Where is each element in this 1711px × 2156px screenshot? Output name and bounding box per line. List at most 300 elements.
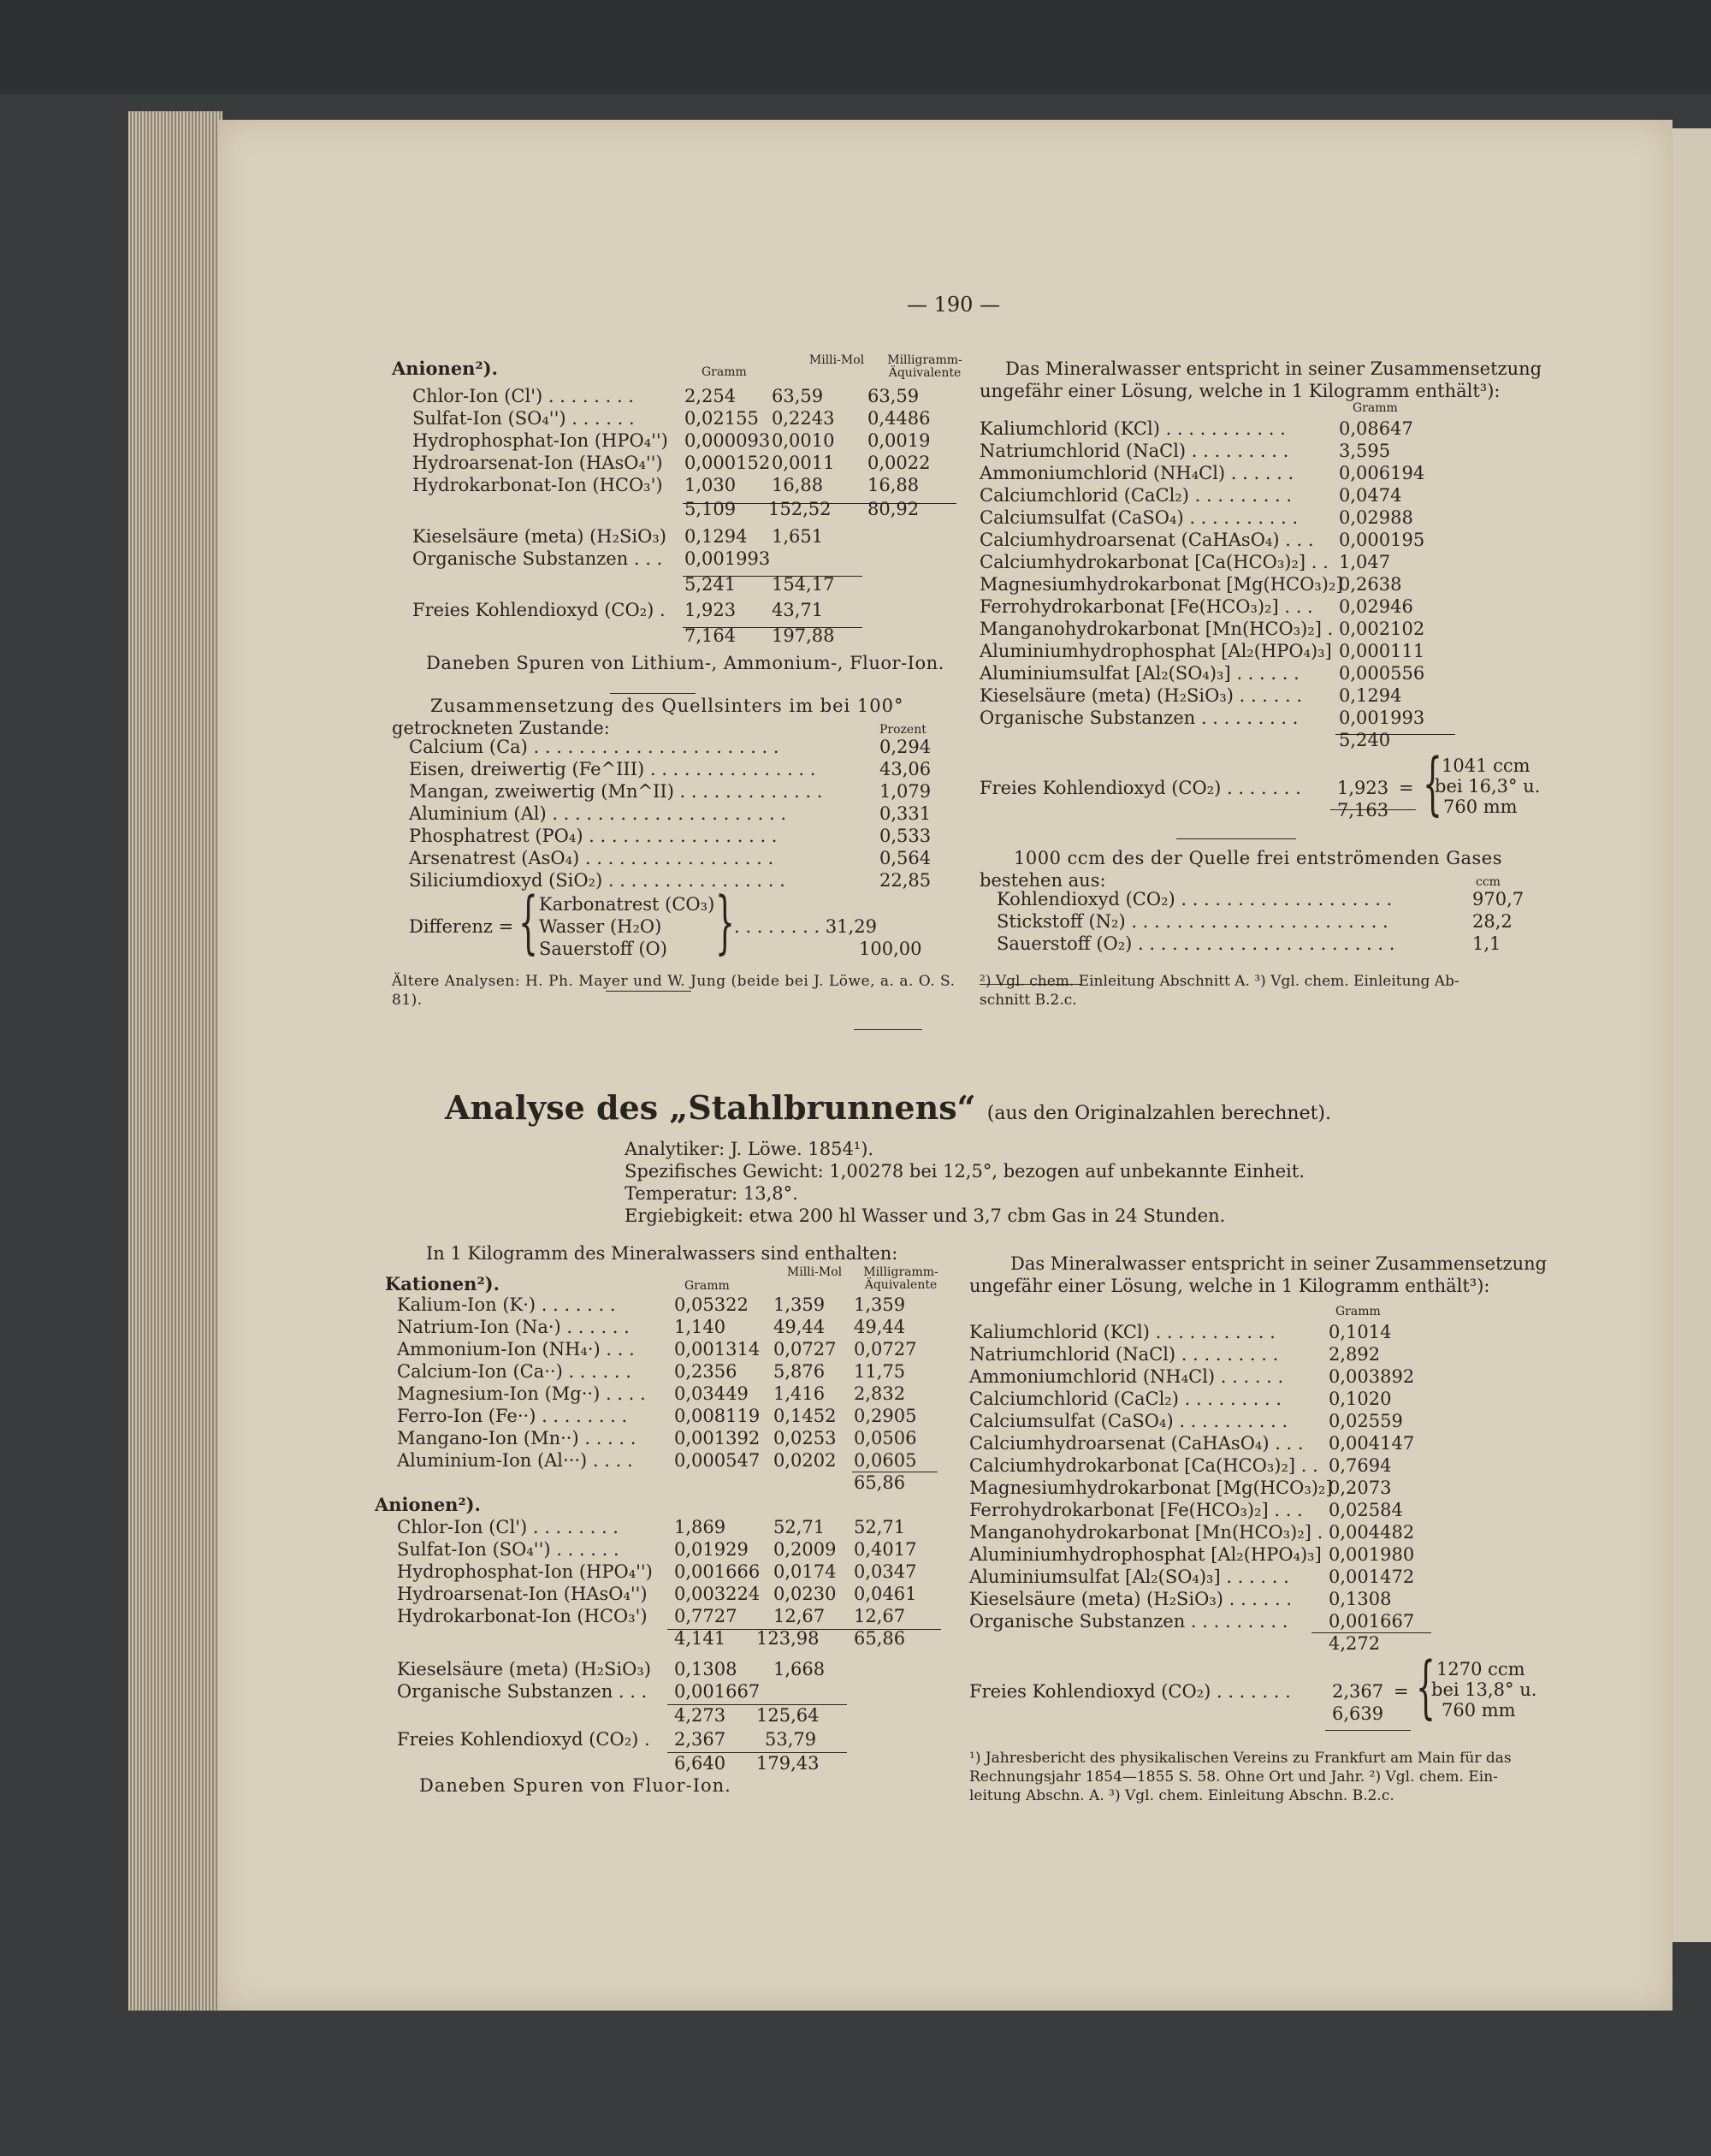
sum-value: 152,52	[768, 499, 832, 519]
sum-value: 197,88	[772, 625, 835, 646]
row-label: Kieselsäure (meta) (H₂SiO₃) . . . . . .	[969, 1589, 1293, 1609]
table-row	[385, 1561, 950, 1583]
row-value: 0,02988	[1339, 507, 1413, 528]
sum-value: 5,241	[684, 574, 737, 595]
row-label: Ferro-Ion (Fe··) . . . . . . . .	[397, 1406, 628, 1426]
row-value: 1,651	[772, 526, 824, 547]
header-mval: Milligramm-Äquivalente	[887, 353, 962, 380]
table-row	[385, 1338, 950, 1360]
table-row	[392, 780, 956, 803]
table-row	[980, 551, 1544, 573]
footnote: leitung Abschn. A. ³) Vgl. chem. Einleitung Abschn. B.2.c.	[969, 1787, 1394, 1804]
co2-value: 1,923	[1337, 778, 1389, 798]
row-label: Magnesiumhydrokarbonat [Mg(HCO₃)₂]	[969, 1478, 1333, 1498]
diff-value: . . . . . . . . 31,29	[734, 916, 877, 937]
row-value: 0,001667	[674, 1681, 761, 1702]
row-value: 0,003892	[1329, 1366, 1415, 1387]
sum-value: 4,141	[674, 1628, 726, 1649]
sinter-intro: Zusammensetzung des Quellsinters im bei 100°	[430, 696, 904, 716]
row-value: 0,4486	[867, 408, 931, 429]
diff-item: Karbonatrest (CO₃)	[539, 894, 715, 915]
header-millimol: Milli-Mol	[786, 1265, 843, 1279]
intro: ungefähr einer Lösung, welche in 1 Kilogramm enthält³):	[980, 381, 1501, 401]
row-label: Freies Kohlendioxyd (CO₂) .	[412, 600, 666, 620]
row-label: Freies Kohlendioxyd (CO₂) .	[397, 1729, 650, 1750]
table-row	[392, 825, 956, 847]
row-value: 0,000547	[674, 1450, 761, 1471]
table-row	[385, 1583, 950, 1605]
table-row	[969, 1321, 1542, 1343]
row-value: 12,67	[854, 1606, 906, 1626]
row-label: Calciumhydrokarbonat [Ca(HCO₃)₂] . .	[969, 1455, 1318, 1476]
row-value: 49,44	[773, 1317, 826, 1337]
diff-item: Sauerstoff (O)	[539, 939, 667, 959]
row-value: 0,001314	[674, 1339, 761, 1359]
row-value: 0,2356	[674, 1361, 737, 1382]
table-row	[969, 1410, 1542, 1432]
row-label: Hydroarsenat-Ion (HAsO₄'')	[397, 1584, 648, 1604]
row-value: 0,001392	[674, 1428, 761, 1448]
row-value: 0,000152	[684, 453, 771, 473]
row-value: 0,006194	[1339, 463, 1425, 483]
left-brace: {	[1423, 743, 1442, 823]
row-value: 0,000556	[1339, 663, 1425, 684]
row-label: Organische Substanzen . . .	[397, 1681, 648, 1702]
table-row	[980, 618, 1544, 640]
row-value: 0,2009	[773, 1539, 837, 1560]
row-value: 0,001993	[684, 548, 771, 569]
row-value: 0,533	[879, 826, 932, 846]
row-value: 0,0011	[772, 453, 835, 473]
sum-value: 80,92	[867, 499, 920, 519]
row-label: Phosphatrest (PO₄) . . . . . . . . . . . . . . . . .	[409, 826, 778, 846]
row-label: Ammonium-Ion (NH₄·) . . .	[397, 1339, 635, 1359]
row-value: 0,004482	[1329, 1522, 1415, 1543]
equals: =	[1399, 778, 1414, 798]
equals: =	[1394, 1681, 1409, 1702]
row-value: 0,000111	[1339, 641, 1425, 661]
kationen-heading: Kationen²).	[385, 1273, 500, 1294]
row-value: 1,416	[773, 1383, 826, 1404]
row-value: 0,2638	[1339, 574, 1402, 595]
co2-label: Freies Kohlendioxyd (CO₂) . . . . . . .	[969, 1681, 1291, 1702]
table-row	[385, 1605, 950, 1627]
rule	[1325, 1730, 1411, 1731]
ccm-header: ccm	[1476, 875, 1501, 889]
table-row	[980, 440, 1544, 462]
row-label: Eisen, dreiwertig (Fe^III) . . . . . . . . . . . . . . .	[409, 759, 816, 779]
row-value: 2,367	[674, 1729, 726, 1750]
row-value: 1,869	[674, 1517, 726, 1537]
row-label: Hydrophosphat-Ion (HPO₄'')	[397, 1561, 653, 1582]
title-note: (aus den Originalzahlen berechnet).	[986, 1103, 1332, 1124]
row-label: Kieselsäure (meta) (H₂SiO₃)	[397, 1659, 651, 1679]
gas-intro2: bestehen aus:	[980, 870, 1106, 891]
table-row	[392, 474, 956, 496]
sum-value: 65,86	[854, 1472, 906, 1493]
brace-line: bei 13,8° u.	[1431, 1679, 1537, 1700]
row-label: Hydrokarbonat-Ion (HCO₃')	[412, 475, 663, 495]
row-value: 16,88	[772, 475, 824, 495]
intro: In 1 Kilogramm des Mineralwassers sind enthalten:	[426, 1243, 898, 1264]
table-row	[980, 529, 1544, 551]
row-label: Calciumchlorid (CaCl₂) . . . . . . . . .	[980, 485, 1293, 506]
row-value: 0,02584	[1329, 1500, 1403, 1520]
rule	[1176, 838, 1296, 839]
row-value: 0,0461	[854, 1584, 917, 1604]
aeltere-analysen: Ältere Analysen: H. Ph. Mayer und W. Jung (beide bei J. Löwe, a. a. O. S. 81).	[392, 973, 956, 1009]
table-row	[385, 1538, 950, 1561]
row-label: Magnesiumhydrokarbonat [Mg(HCO₃)₂]	[980, 574, 1343, 595]
row-value: 53,79	[765, 1729, 817, 1750]
row-value: 0,0253	[773, 1428, 837, 1448]
row-value: 0,003224	[674, 1584, 761, 1604]
sum-value: 179,43	[756, 1753, 820, 1774]
row-value: 0,05322	[674, 1294, 749, 1315]
footnote: Rechnungsjahr 1854—1855 S. 58. Ohne Ort und Jahr. ²) Vgl. chem. Ein-	[969, 1768, 1498, 1786]
rule	[854, 1029, 922, 1030]
row-label: Calciumhydroarsenat (CaHAsO₄) . . .	[969, 1433, 1304, 1454]
row-value: 2,254	[684, 386, 737, 406]
row-value: 0,0605	[854, 1450, 917, 1471]
intro: Das Mineralwasser entspricht in seiner Zusammensetzung	[1010, 1253, 1548, 1274]
row-value: 0,0010	[772, 430, 835, 451]
co2-value: 2,367	[1332, 1681, 1384, 1702]
table-row	[980, 640, 1544, 662]
row-label: Stickstoff (N₂) . . . . . . . . . . . . . . . . . . . . . . .	[997, 911, 1388, 932]
row-label: Aluminiumhydrophosphat [Al₂(HPO₄)₃]	[969, 1544, 1322, 1565]
header-millimol: Milli-Mol	[808, 353, 865, 367]
row-label: Organische Substanzen . . . . . . . . .	[969, 1611, 1288, 1632]
anionen-heading: Anionen²).	[375, 1494, 481, 1515]
row-value: 0,564	[879, 848, 932, 868]
row-value: 11,75	[854, 1361, 906, 1382]
brace-line: 760 mm	[1443, 797, 1518, 817]
row-label: Ferrohydrokarbonat [Fe(HCO₃)₂] . . .	[969, 1500, 1303, 1520]
row-value: 63,59	[867, 386, 920, 406]
row-value: 0,0022	[867, 453, 931, 473]
row-label: Kieselsäure (meta) (H₂SiO₃)	[412, 526, 666, 547]
row-value: 0,1294	[684, 526, 748, 547]
bottom-left-column	[375, 1242, 950, 1797]
row-value: 0,2073	[1329, 1478, 1392, 1498]
sinter-intro2: getrockneten Zustande:	[392, 718, 610, 738]
diff-item: Wasser (H₂O)	[539, 916, 662, 937]
row-value: 1,359	[854, 1294, 906, 1315]
row-value: 0,03449	[674, 1383, 749, 1404]
section-title	[445, 1088, 1331, 1127]
table-row	[969, 1521, 1542, 1543]
row-label: Chlor-Ion (Cl') . . . . . . . .	[397, 1517, 619, 1537]
analysis-meta	[625, 1138, 1394, 1227]
row-value: 0,001666	[674, 1561, 761, 1582]
row-label: Calciumchlorid (CaCl₂) . . . . . . . . .	[969, 1389, 1282, 1409]
table-row	[969, 1588, 1542, 1610]
row-label: Calciumhydroarsenat (CaHAsO₄) . . .	[980, 530, 1314, 550]
row-value: 52,71	[773, 1517, 826, 1537]
row-value: 0,008119	[674, 1406, 761, 1426]
rule	[1330, 809, 1416, 810]
header-mval: Milligramm-Äquivalente	[863, 1265, 938, 1292]
sum-value: 4,272	[1329, 1633, 1381, 1654]
row-value: 12,67	[773, 1606, 826, 1626]
row-value: 43,71	[772, 600, 824, 620]
row-value: 0,0474	[1339, 485, 1402, 506]
table-row	[980, 595, 1544, 618]
row-value: 0,000093	[684, 430, 771, 451]
row-label: Organische Substanzen . . . . . . . . .	[980, 708, 1299, 728]
table-row	[385, 1427, 950, 1449]
row-value: 43,06	[879, 759, 932, 779]
intro: ungefähr einer Lösung, welche in 1 Kilogramm enthält³):	[969, 1276, 1490, 1296]
row-value: 1,079	[879, 781, 932, 802]
table-row	[969, 1454, 1542, 1477]
table-row	[980, 707, 1544, 729]
row-label: Sulfat-Ion (SO₄'') . . . . . .	[397, 1539, 619, 1560]
top-right-column	[980, 358, 1544, 1010]
table-row	[385, 1405, 950, 1427]
table-row	[392, 803, 956, 825]
row-value: 1,1	[1472, 933, 1501, 954]
row-value: 0,1308	[674, 1659, 737, 1679]
row-value: 0,7694	[1329, 1455, 1392, 1476]
header-gramm: Gramm	[702, 365, 747, 379]
row-value: 0,08647	[1339, 418, 1413, 439]
row-label: Sauerstoff (O₂) . . . . . . . . . . . . . . . . . . . . . . .	[997, 933, 1395, 954]
sum-value: 65,86	[854, 1628, 906, 1649]
row-label: Chlor-Ion (Cl') . . . . . . . .	[412, 386, 634, 406]
row-value: 49,44	[854, 1317, 906, 1337]
table-row	[969, 1499, 1542, 1521]
row-value: 0,0727	[854, 1339, 917, 1359]
sum-value: 123,98	[756, 1628, 820, 1649]
table-row	[392, 869, 956, 891]
table-row	[969, 1543, 1542, 1566]
row-value: 52,71	[854, 1517, 906, 1537]
row-value: 16,88	[867, 475, 920, 495]
row-value: 0,02155	[684, 408, 759, 429]
table-row	[980, 933, 1544, 955]
table-row	[969, 1388, 1542, 1410]
row-label: Kohlendioxyd (CO₂) . . . . . . . . . . . . . . . . . . .	[997, 889, 1393, 909]
row-value: 0,4017	[854, 1539, 917, 1560]
table-row	[392, 429, 956, 452]
table-row	[392, 736, 956, 758]
row-value: 0,004147	[1329, 1433, 1415, 1454]
sum-value: 125,64	[756, 1705, 820, 1726]
table-row	[980, 506, 1544, 529]
rule	[610, 693, 696, 694]
footnote: ¹) Jahresbericht des physikalischen Vereins zu Frankfurt am Main für das	[969, 1750, 1512, 1767]
row-value: 0,001993	[1339, 708, 1425, 728]
row-label: Aluminium-Ion (Al···) . . . .	[397, 1450, 633, 1471]
top-left-column	[392, 351, 962, 1010]
row-value: 0,02559	[1329, 1411, 1403, 1431]
brace-line: bei 16,3° u.	[1435, 776, 1541, 797]
row-value: 0,2243	[772, 408, 835, 429]
intro: Das Mineralwasser entspricht in seiner Zusammensetzung	[1005, 358, 1542, 379]
gramm-header: Gramm	[1335, 1305, 1381, 1318]
table-row	[385, 1516, 950, 1538]
analytiker: Analytiker: J. Löwe. 1854¹).	[625, 1139, 874, 1159]
row-value: 1,668	[773, 1659, 826, 1679]
row-label: Mangano-Ion (Mn··) . . . . .	[397, 1428, 636, 1448]
spuren-note: Daneben Spuren von Lithium-, Ammonium-, Fluor-Ion.	[426, 653, 944, 673]
row-value: 0,0506	[854, 1428, 917, 1448]
row-value: 0,0202	[773, 1450, 837, 1471]
brace-line: 1041 ccm	[1442, 755, 1530, 776]
row-label: Organische Substanzen . . .	[412, 548, 663, 569]
row-label: Ammoniumchlorid (NH₄Cl) . . . . . .	[969, 1366, 1284, 1387]
row-label: Kaliumchlorid (KCl) . . . . . . . . . . .	[969, 1322, 1276, 1342]
row-value: 0,1014	[1329, 1322, 1392, 1342]
table-row	[392, 452, 956, 474]
facing-page-edge	[1673, 128, 1711, 1942]
row-label: Calcium-Ion (Ca··) . . . . . .	[397, 1361, 631, 1382]
sum-value: 154,17	[772, 574, 835, 595]
row-value: 0,0727	[773, 1339, 837, 1359]
table-row	[385, 1316, 950, 1338]
row-value: 0,331	[879, 803, 932, 824]
bottom-right-column	[969, 1253, 1548, 1805]
row-value: 0,1294	[1339, 685, 1402, 706]
row-value: 0,001667	[1329, 1611, 1415, 1632]
anionen-heading: Anionen²).	[392, 358, 498, 379]
row-value: 0,1308	[1329, 1589, 1392, 1609]
table-row	[980, 684, 1544, 707]
row-value: 0,294	[879, 737, 932, 757]
table-row	[392, 847, 956, 869]
table-row	[385, 1449, 950, 1472]
row-value: 3,595	[1339, 441, 1391, 461]
prozent-header: Prozent	[879, 723, 927, 737]
table-row	[980, 418, 1544, 440]
row-label: Aluminiumsulfat [Al₂(SO₄)₃] . . . . . .	[980, 663, 1300, 684]
row-value: 63,59	[772, 386, 824, 406]
ergiebigkeit: Ergiebigkeit: etwa 200 hl Wasser und 3,7 cbm Gas in 24 Stunden.	[625, 1205, 1226, 1226]
right-brace: }	[715, 882, 735, 962]
table-row	[969, 1477, 1542, 1499]
sum-value: 4,273	[674, 1705, 726, 1726]
table-row	[385, 1383, 950, 1405]
row-label: Hydrophosphat-Ion (HPO₄'')	[412, 430, 668, 451]
footnote: schnitt B.2.c.	[980, 992, 1077, 1009]
row-value: 2,832	[854, 1383, 906, 1404]
total-value: 7,163	[1337, 800, 1389, 820]
row-label: Natrium-Ion (Na·) . . . . . .	[397, 1317, 630, 1337]
row-value: 1,923	[684, 600, 737, 620]
row-value: 0,001472	[1329, 1567, 1415, 1587]
row-value: 0,1452	[773, 1406, 837, 1426]
total-value: 100,00	[859, 939, 922, 959]
row-label: Sulfat-Ion (SO₄'') . . . . . .	[412, 408, 635, 429]
row-label: Ammoniumchlorid (NH₄Cl) . . . . . .	[980, 463, 1294, 483]
row-label: Mangan, zweiwertig (Mn^II) . . . . . . . . . . . . .	[409, 781, 823, 802]
row-label: Hydrokarbonat-Ion (HCO₃')	[397, 1606, 648, 1626]
row-value: 0,0347	[854, 1561, 917, 1582]
table-row	[969, 1365, 1542, 1388]
row-value: 1,047	[1339, 552, 1391, 572]
co2-label: Freies Kohlendioxyd (CO₂) . . . . . . .	[980, 778, 1301, 798]
row-label: Calcium (Ca) . . . . . . . . . . . . . . . . . . . . . .	[409, 737, 779, 757]
row-value: 0,0230	[773, 1584, 837, 1604]
row-value: 0,01929	[674, 1539, 749, 1560]
table-row	[980, 888, 1544, 910]
row-value: 0,2905	[854, 1406, 917, 1426]
row-value: 1,140	[674, 1317, 726, 1337]
row-label: Aluminiumhydrophosphat [Al₂(HPO₄)₃]	[980, 641, 1332, 661]
row-label: Kaliumchlorid (KCl) . . . . . . . . . . .	[980, 418, 1286, 439]
book-page-edges	[128, 111, 222, 2011]
table-row	[392, 385, 956, 407]
row-label: Calciumsulfat (CaSO₄) . . . . . . . . . .	[980, 507, 1299, 528]
left-brace: {	[1416, 1647, 1436, 1727]
table-row	[980, 662, 1544, 684]
gewicht: Spezifisches Gewicht: 1,00278 bei 12,5°, bezogen auf unbekannte Einheit.	[625, 1161, 1305, 1182]
footnote: ²) Vgl. chem. Einleitung Abschnitt A. ³) Vgl. chem. Einleitung Ab-	[980, 973, 1459, 990]
row-value: 0,02946	[1339, 596, 1413, 617]
row-value: 0,7727	[674, 1606, 737, 1626]
header-gramm: Gramm	[684, 1279, 730, 1293]
title-text: Analyse des „Stahlbrunnens“	[445, 1088, 976, 1127]
row-value: 1,030	[684, 475, 737, 495]
sum-value: 5,109	[684, 499, 737, 519]
gramm-header: Gramm	[1353, 401, 1398, 415]
sum-value: 7,164	[684, 625, 737, 646]
row-value: 2,892	[1329, 1344, 1381, 1365]
left-brace: {	[518, 882, 538, 962]
row-label: Magnesium-Ion (Mg··) . . . .	[397, 1383, 646, 1404]
table-row	[392, 758, 956, 780]
row-value: 0,0019	[867, 430, 931, 451]
background-top	[0, 0, 1711, 94]
row-value: 28,2	[1472, 911, 1513, 932]
row-value: 22,85	[879, 870, 932, 891]
row-label: Hydroarsenat-Ion (HAsO₄'')	[412, 453, 663, 473]
temperatur: Temperatur: 13,8°.	[625, 1183, 798, 1204]
row-label: Manganohydrokarbonat [Mn(HCO₃)₂] .	[969, 1522, 1323, 1543]
row-label: Ferrohydrokarbonat [Fe(HCO₃)₂] . . .	[980, 596, 1313, 617]
total-value: 6,639	[1332, 1703, 1384, 1724]
table-row	[980, 910, 1544, 933]
brace-line: 1270 ccm	[1436, 1659, 1525, 1679]
row-value: 970,7	[1472, 889, 1525, 909]
row-label: Manganohydrokarbonat [Mn(HCO₃)₂] .	[980, 619, 1334, 639]
differenz-label: Differenz =	[409, 916, 514, 937]
row-label: Calciumhydrokarbonat [Ca(HCO₃)₂] . .	[980, 552, 1329, 572]
row-label: Kieselsäure (meta) (H₂SiO₃) . . . . . .	[980, 685, 1303, 706]
table-row	[969, 1610, 1542, 1632]
table-row	[980, 462, 1544, 484]
row-value: 5,876	[773, 1361, 826, 1382]
spuren-note: Daneben Spuren von Fluor-Ion.	[419, 1775, 731, 1796]
table-row	[385, 1360, 950, 1383]
row-label: Natriumchlorid (NaCl) . . . . . . . . .	[980, 441, 1289, 461]
row-label: Aluminium (Al) . . . . . . . . . . . . . . . . . . . . .	[409, 803, 787, 824]
row-label: Aluminiumsulfat [Al₂(SO₄)₃] . . . . . .	[969, 1567, 1289, 1587]
table-row	[969, 1343, 1542, 1365]
row-label: Arsenatrest (AsO₄) . . . . . . . . . . . . . . . . .	[409, 848, 774, 868]
table-row	[385, 1294, 950, 1316]
row-label: Natriumchlorid (NaCl) . . . . . . . . .	[969, 1344, 1279, 1365]
brace-line: 760 mm	[1442, 1700, 1516, 1721]
row-value: 0,000195	[1339, 530, 1425, 550]
row-value: 1,359	[773, 1294, 826, 1315]
sum-value: 6,640	[674, 1753, 726, 1774]
row-value: 0,002102	[1339, 619, 1425, 639]
table-row	[969, 1432, 1542, 1454]
row-value: 0,001980	[1329, 1544, 1415, 1565]
